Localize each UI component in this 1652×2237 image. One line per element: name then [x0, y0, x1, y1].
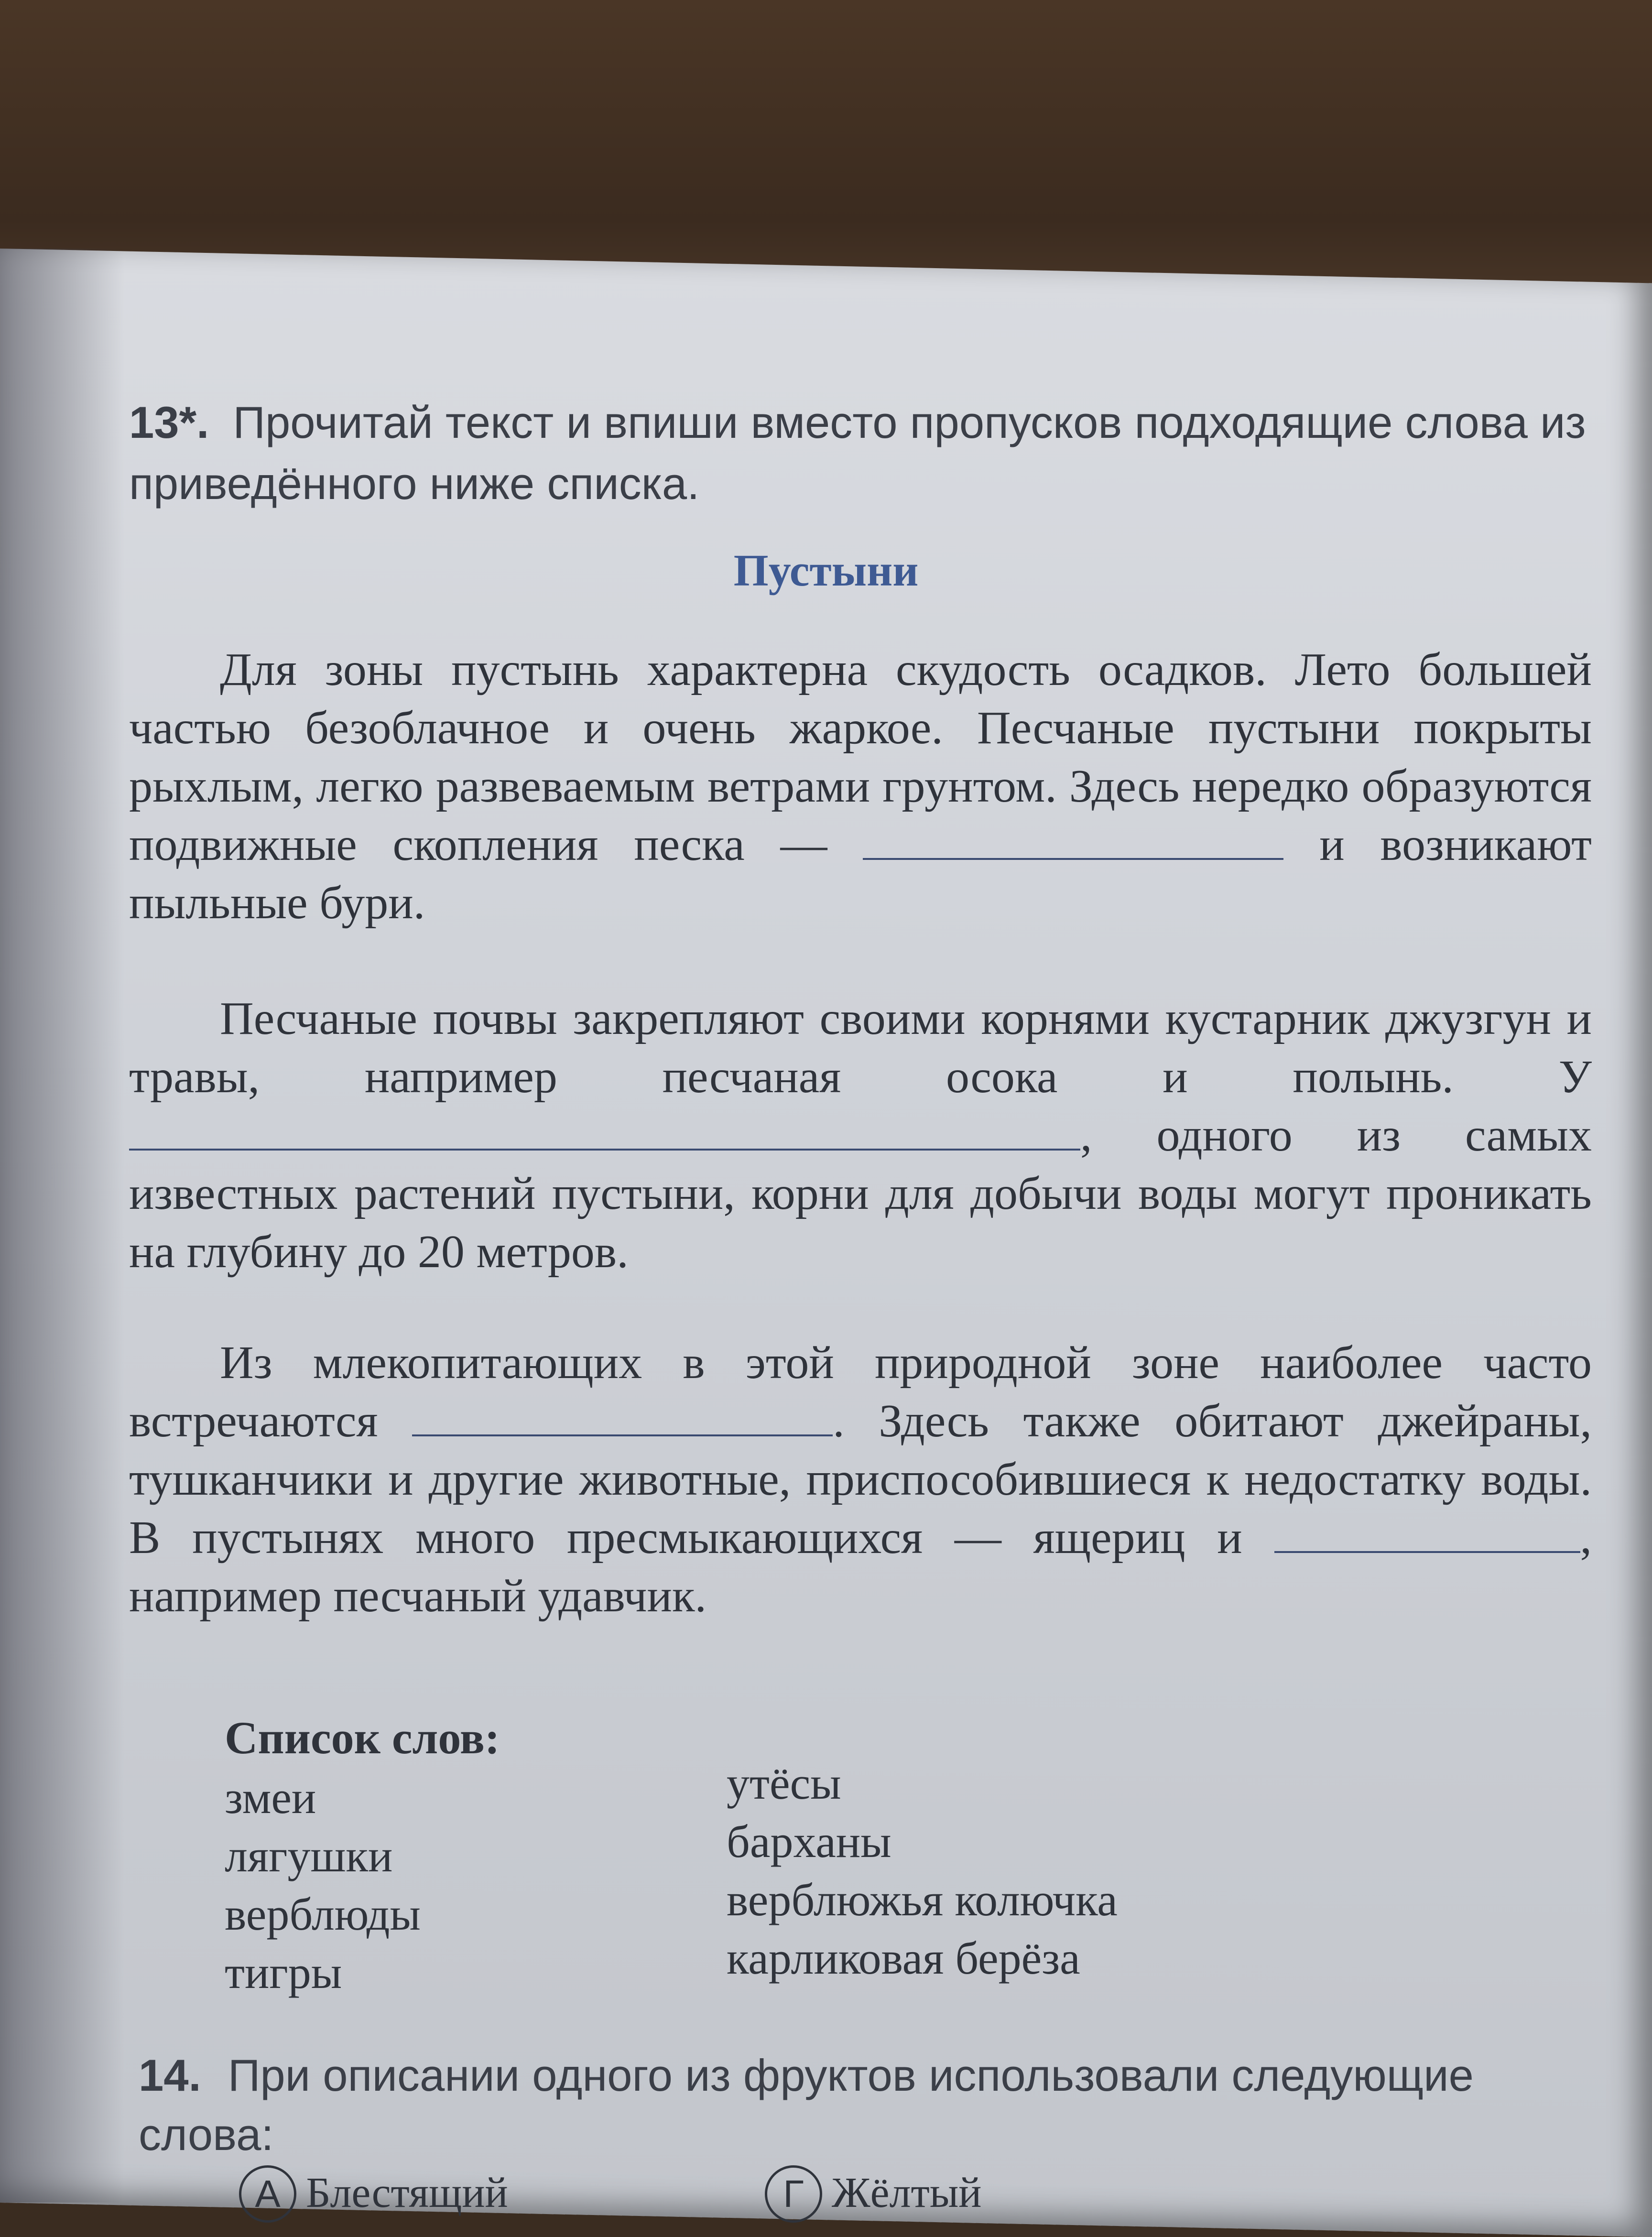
word-list-column-2: [727, 1754, 1118, 1987]
task-14-text: При описании одного из фруктов использовали следующие слова:: [139, 2050, 1474, 2160]
paragraph-3-part-a: Из млекопитающих в этой природной зоне наиболее часто встречаются: [129, 1337, 1592, 1447]
paragraph-2: [129, 989, 1592, 1281]
option-g[interactable]: [765, 2165, 981, 2223]
task-13-instruction: Прочитай текст и впиши вместо пропусков подходящие слова из приведённого ниже списка.: [129, 397, 1586, 509]
paragraph-2-part-b: , одного из самых известных растений пустыни, корни для добычи воды могут проникать на глубину до 20 метров.: [129, 1109, 1592, 1278]
option-a[interactable]: [239, 2165, 508, 2223]
paragraph-3-part-c: , например песчаный удавчик.: [129, 1512, 1592, 1622]
option-a-label: Блестящий: [306, 2169, 508, 2216]
paragraph-1-part-a: Для зоны пустынь характерна скудость осадков. Лето большей частью безоблачное и очень жаркое. Песчаные пустыни покрыты рыхлым, легко развеваемым ветрами грунтом. Здесь нередко образуются подвижные скопления песка —: [129, 644, 1592, 870]
option-g-label: Жёлтый: [832, 2169, 982, 2216]
word-list-item: верблюжья колючка: [727, 1874, 1118, 1925]
word-list-column-1: [225, 1769, 421, 2002]
word-list-item: лягушки: [225, 1830, 393, 1881]
paragraph-1: [129, 641, 1592, 932]
task-14: [139, 2046, 1597, 2164]
task-13-heading: [129, 392, 1611, 514]
word-list-item: утёсы: [727, 1758, 841, 1809]
task-13-number: 13*.: [129, 397, 209, 447]
word-list-item: тигры: [225, 1947, 342, 1998]
text-title: Пустыни: [733, 546, 919, 596]
word-list-item: барханы: [727, 1816, 891, 1867]
paragraph-2-part-a: Песчаные почвы закрепляют своими корнями кустарник джузгун и травы, например песчаная осока и полынь. У: [129, 993, 1592, 1103]
option-g-letter: Г: [765, 2165, 822, 2223]
paragraph-1-part-b: и возникают пыльные бури.: [129, 819, 1592, 929]
paragraph-3-part-b: . Здесь также обитают джейраны, тушканчики и другие животные, приспособившиеся к недостатку воды. В пустынях много пресмыкающихся — ящериц и: [129, 1395, 1592, 1564]
option-a-letter: А: [239, 2165, 296, 2223]
blank-2[interactable]: [129, 1115, 1080, 1151]
blank-3[interactable]: [412, 1401, 833, 1436]
task-14-number: 14.: [139, 2050, 201, 2100]
blank-1[interactable]: [863, 825, 1283, 860]
word-list-item: верблюды: [225, 1889, 421, 1940]
blank-4[interactable]: [1274, 1518, 1580, 1553]
word-list-item: карликовая берёза: [727, 1933, 1080, 1984]
word-list-title: Список слов:: [225, 1712, 500, 1763]
paragraph-3: [129, 1334, 1592, 1625]
word-list-item: змеи: [225, 1772, 316, 1823]
